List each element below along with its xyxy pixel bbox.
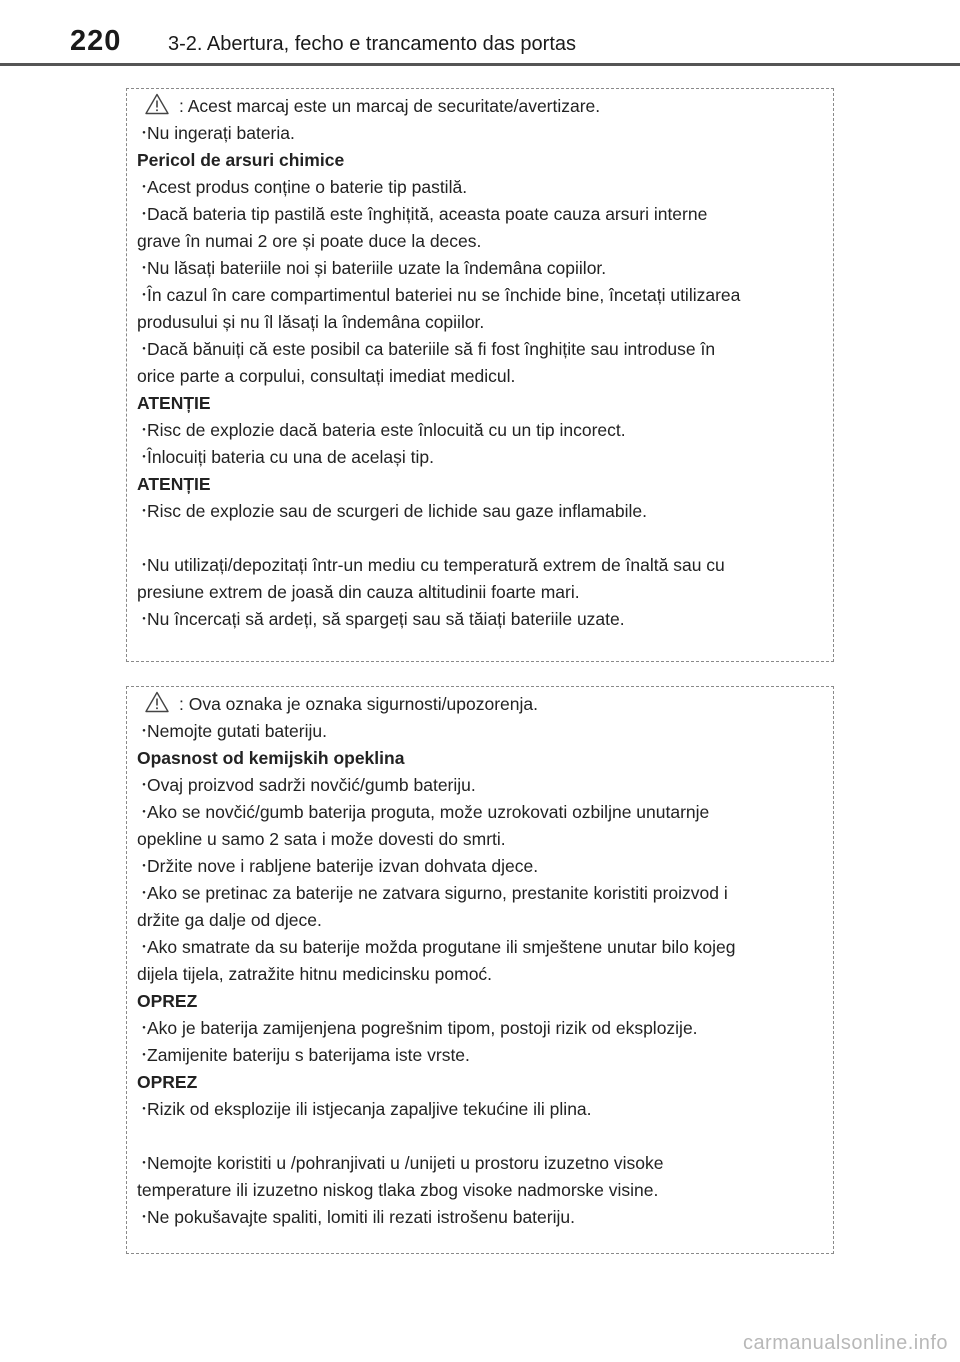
line-text: orice parte a corpului, consultați imediat medicul. [137,366,516,386]
warning-symbol-text: : Ova oznaka je oznaka sigurnosti/upozorenja. [179,694,538,714]
line-text: Nu lăsați bateriile noi și bateriile uzate la îndemâna copiilor. [147,258,607,278]
line-text: Rizik od eksplozije ili istjecanja zapaljive tekućine ili plina. [147,1099,592,1119]
notice-box-romanian [126,88,834,662]
line-text: Dacă bănuiți că este posibil ca bateriile să fi fost înghițite sau introduse în [147,339,716,359]
line-text: Ne pokušavajte spaliti, lomiti ili rezati istrošenu bateriju. [147,1207,575,1227]
warning-symbol-line [137,93,833,120]
bullet-marker: ・ [137,804,151,820]
bullet-item [137,174,833,201]
line-text: ATENȚIE [137,393,211,413]
line-text: ATENȚIE [137,474,211,494]
line-text: Pericol de arsuri chimice [137,150,345,170]
bullet-marker: ・ [137,206,151,222]
bullet-item [137,853,833,880]
section-heading [137,988,833,1015]
bullet-marker: ・ [137,503,151,519]
header-rule [0,63,960,66]
bullet-item [137,444,833,471]
warning-symbol-line [137,691,833,718]
line-text: Acest produs conține o baterie tip pastilă. [147,177,468,197]
line-text: Ovaj proizvod sadrži novčić/gumb bateriju. [147,775,476,795]
bullet-marker: ・ [137,287,151,303]
bullet-marker: ・ [137,858,151,874]
text-line [137,961,833,988]
section-heading [137,147,833,174]
line-text: Nu utilizați/depozitați într-un mediu cu temperatură extrem de înaltă sau cu [147,555,725,575]
bullet-marker: ・ [137,341,151,357]
warning-symbol-text: : Acest marcaj este un marcaj de securitate/avertizare. [179,96,601,116]
bullet-item [137,255,833,282]
page-number: 220 [70,25,122,57]
line-text: OPREZ [137,1072,198,1092]
text-line [137,228,833,255]
blank-line [137,1123,833,1150]
bullet-marker: ・ [137,611,151,627]
bullet-item [137,552,833,579]
text-line [137,907,833,934]
line-text: opekline u samo 2 sata i može dovesti do smrti. [137,829,506,849]
line-text: În cazul în care compartimentul bateriei nu se închide bine, încetați utilizarea [147,285,741,305]
warning-triangle-icon [145,691,169,713]
warning-triangle-icon [145,93,169,115]
line-text: Ako se pretinac za baterije ne zatvara sigurno, prestanite koristiti proizvod i [147,883,728,903]
bullet-marker: ・ [137,422,151,438]
text-line [137,579,833,606]
notice-box-croatian [126,686,834,1254]
line-text: OPREZ [137,991,198,1011]
text-line [137,1177,833,1204]
bullet-marker: ・ [137,260,151,276]
blank-line [137,525,833,552]
text-line [137,363,833,390]
bullet-item [137,1150,833,1177]
line-text: Držite nove i rabljene baterije izvan dohvata djece. [147,856,539,876]
line-text: produsului și nu îl lăsați la îndemâna copiilor. [137,312,485,332]
bullet-marker: ・ [137,777,151,793]
bullet-item [137,1204,833,1231]
section-heading [137,471,833,498]
bullet-marker: ・ [137,885,151,901]
line-text: Nu ingerați bateria. [147,123,295,143]
line-text: Nemojte koristiti u /pohranjivati u /unijeti u prostoru izuzetno visoke [147,1153,664,1173]
line-text: Risc de explozie dacă bateria este înlocuită cu un tip incorect. [147,420,626,440]
bullet-item [137,201,833,228]
line-text: Risc de explozie sau de scurgeri de lichide sau gaze inflamabile. [147,501,647,521]
bullet-marker: ・ [137,1209,151,1225]
bullet-marker: ・ [137,723,151,739]
bullet-item [137,282,833,309]
bullet-item [137,718,833,745]
bullet-marker: ・ [137,1020,151,1036]
section-heading [137,745,833,772]
line-text: Ako smatrate da su baterije možda progutane ili smještene unutar bilo kojeg [147,937,736,957]
site-watermark: carmanualsonline.info [742,1332,948,1354]
bullet-marker: ・ [137,939,151,955]
section-heading [137,1069,833,1096]
bullet-marker: ・ [137,1047,151,1063]
section-heading [137,390,833,417]
line-text: presiune extrem de joasă din cauza altitudinii foarte mari. [137,582,580,602]
line-text: dijela tijela, zatražite hitnu medicinsku pomoć. [137,964,493,984]
bullet-marker: ・ [137,1155,151,1171]
bullet-item [137,498,833,525]
line-text: Ako je baterija zamijenjena pogrešnim tipom, postoji rizik od eksplozije. [147,1018,698,1038]
line-text: Nu încercați să ardeți, să spargeți sau să tăiați bateriile uzate. [147,609,625,629]
line-text: Dacă bateria tip pastilă este înghițită, aceasta poate cauza arsuri interne [147,204,708,224]
section-title: 3-2. Abertura, fecho e trancamento das portas [168,33,577,55]
line-text: Înlocuiți bateria cu una de același tip. [147,447,434,467]
text-line [137,826,833,853]
bullet-item [137,934,833,961]
page-header [0,0,960,66]
bullet-marker: ・ [137,125,151,141]
bullet-item [137,1015,833,1042]
bullet-item [137,799,833,826]
bullet-item [137,336,833,363]
line-text: Nemojte gutati bateriju. [147,721,327,741]
line-text: Ako se novčić/gumb baterija proguta, može uzrokovati ozbiljne unutarnje [147,802,710,822]
bullet-item [137,772,833,799]
bullet-item [137,606,833,633]
romanian-lines [137,120,833,633]
line-text: Zamijenite bateriju s baterijama iste vrste. [147,1045,470,1065]
bullet-marker: ・ [137,449,151,465]
line-text: Opasnost od kemijskih opeklina [137,748,405,768]
bullet-item [137,880,833,907]
line-text: grave în numai 2 ore și poate duce la deces. [137,231,482,251]
croatian-lines [137,718,833,1231]
bullet-item [137,1042,833,1069]
bullet-marker: ・ [137,1101,151,1117]
bullet-marker: ・ [137,557,151,573]
bullet-item [137,120,833,147]
bullet-item [137,417,833,444]
text-line [137,309,833,336]
line-text: temperature ili izuzetno niskog tlaka zbog visoke nadmorske visine. [137,1180,659,1200]
line-text: držite ga dalje od djece. [137,910,322,930]
bullet-marker: ・ [137,179,151,195]
bullet-item [137,1096,833,1123]
